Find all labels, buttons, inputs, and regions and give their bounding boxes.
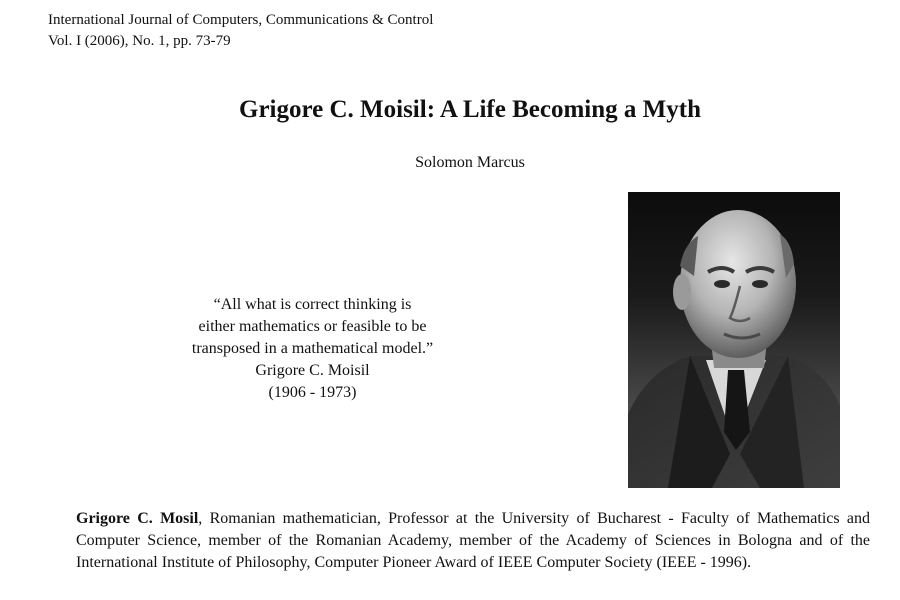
portrait-photo-icon [628,192,840,488]
quote-line: either mathematics or feasible to be [198,318,427,335]
quote-attribution: Grigore C. Moisil [255,362,370,379]
author-name: Solomon Marcus [415,154,525,171]
author-biography [76,508,870,574]
paper-title: Grigore C. Moisil: A Life Becoming a Myth [239,96,701,123]
bio-text: , Romanian mathematician, Professor at the University of Bucharest - Faculty of Mathematics and Computer Science, member of the Romanian Academy, member of the Academy of Sciences in Bologna and of the International Institute of Philosophy, Computer Pioneer Award of IEEE Computer Society (IEEE - 1996). [76,510,870,571]
journal-name: International Journal of Computers, Communications & Control [48,12,434,28]
bio-name: Grigore C. Mosil [76,510,199,527]
quote-years: (1906 - 1973) [268,384,357,401]
journal-volume: Vol. I (2006), No. 1, pp. 73-79 [48,33,231,49]
epigraph-quote [140,294,485,404]
journal-header [48,10,433,52]
quote-line: transposed in a mathematical model.” [191,340,434,357]
quote-line: “All what is correct thinking is [213,296,412,313]
portrait-photo [628,192,840,488]
